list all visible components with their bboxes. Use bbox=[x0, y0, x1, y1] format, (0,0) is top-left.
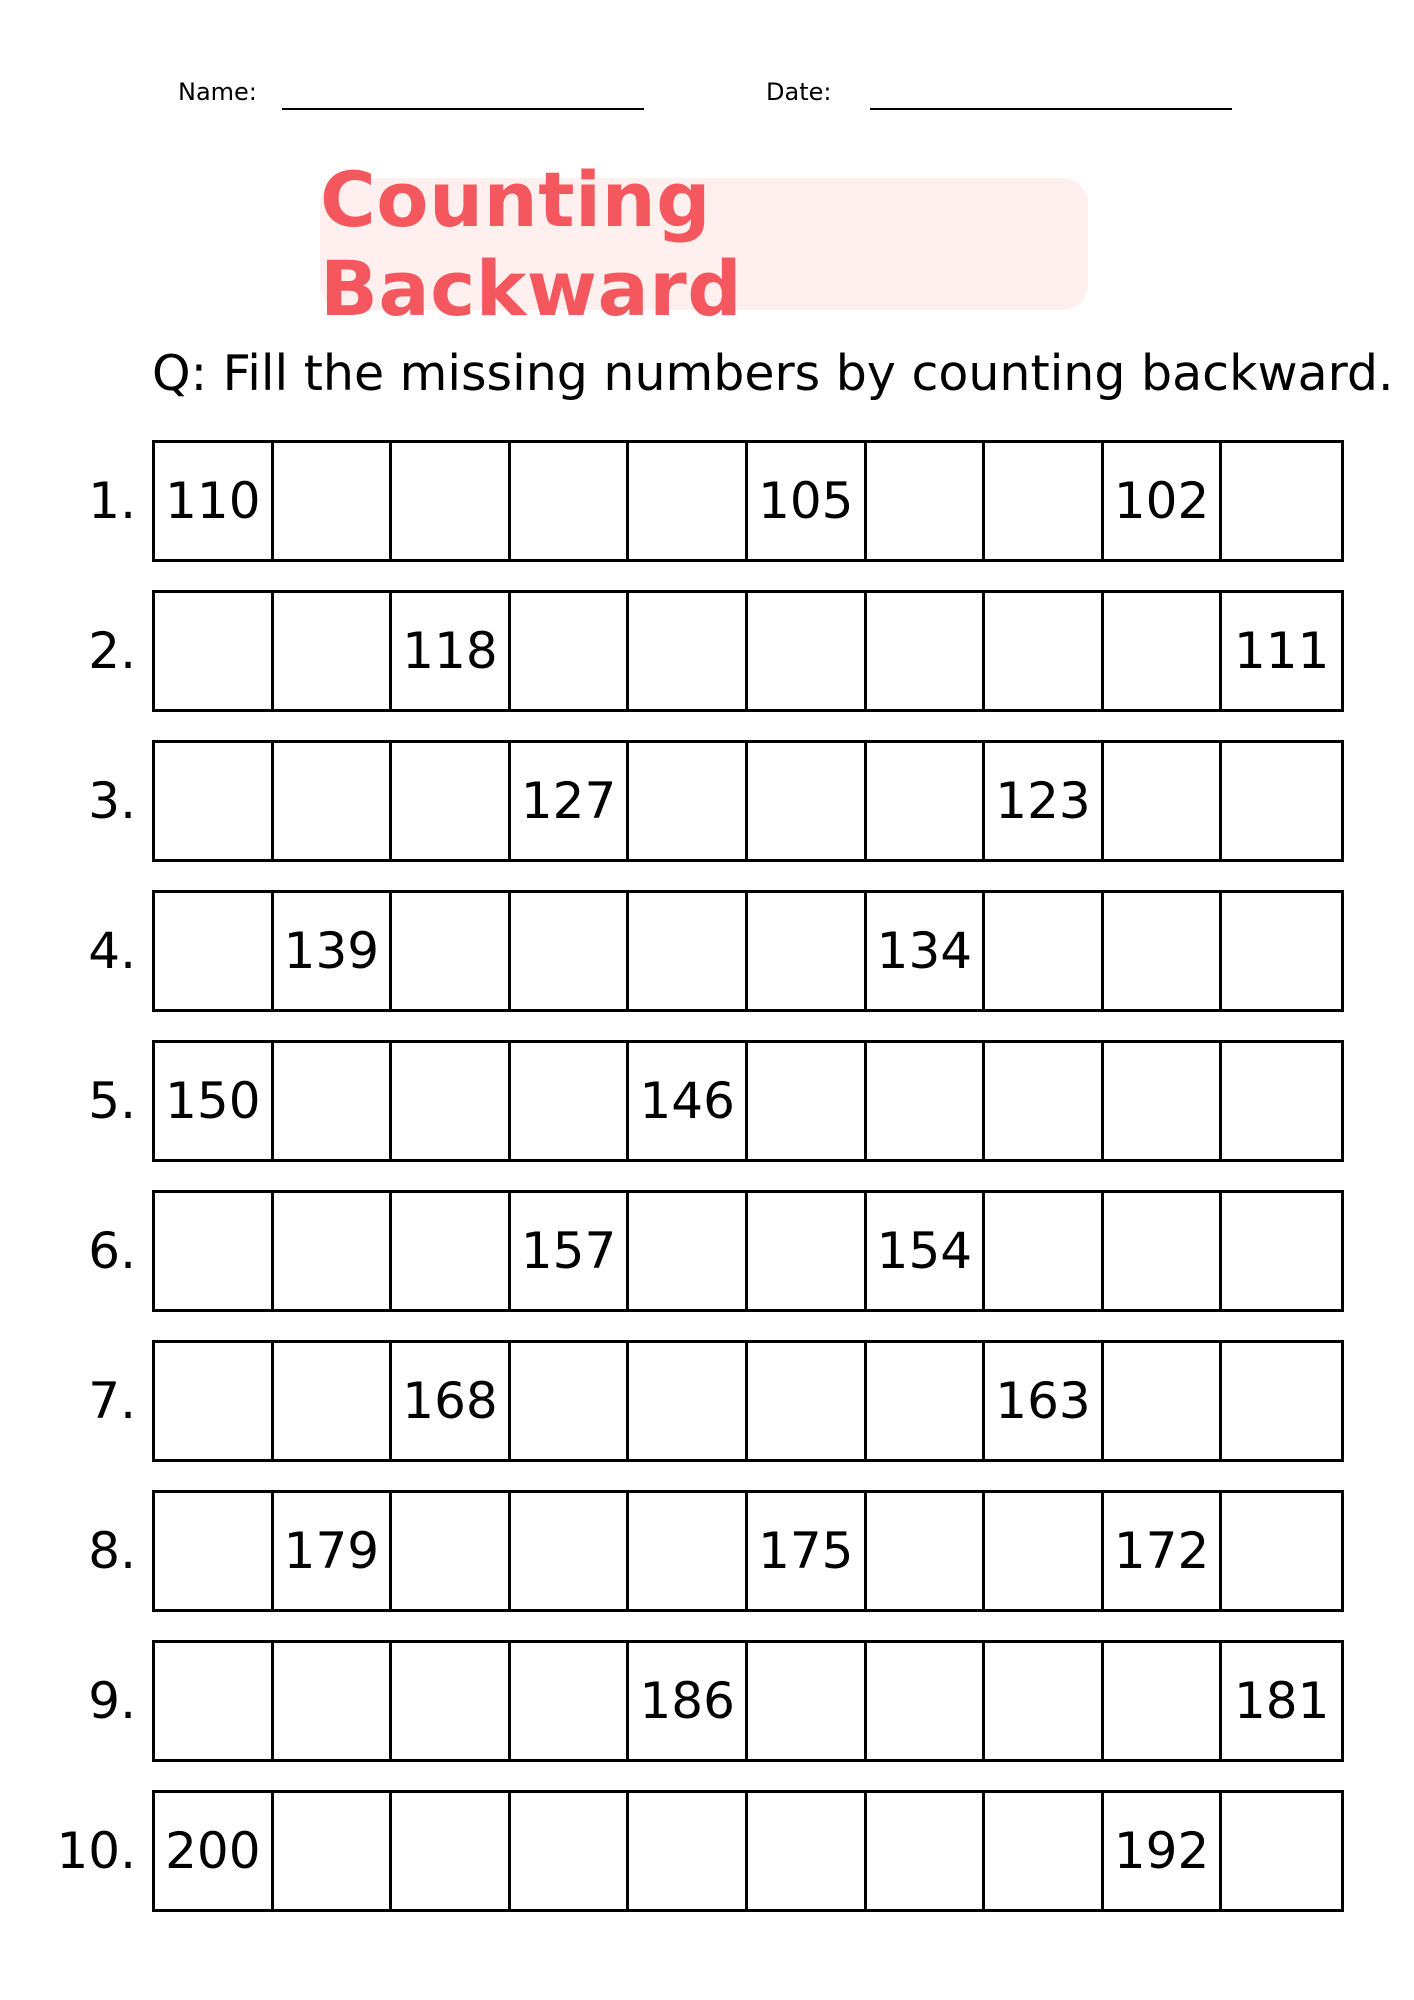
blank-cell[interactable] bbox=[867, 1043, 986, 1159]
given-number-cell: 123 bbox=[985, 743, 1104, 859]
blank-cell[interactable] bbox=[985, 593, 1104, 709]
given-number-cell: 150 bbox=[155, 1043, 274, 1159]
blank-cell[interactable] bbox=[155, 893, 274, 1009]
blank-cell[interactable] bbox=[511, 1793, 630, 1909]
blank-cell[interactable] bbox=[748, 743, 867, 859]
blank-cell[interactable] bbox=[392, 1043, 511, 1159]
given-number-cell: 110 bbox=[155, 443, 274, 559]
number-grid bbox=[152, 440, 1344, 562]
blank-cell[interactable] bbox=[985, 893, 1104, 1009]
blank-cell[interactable] bbox=[629, 593, 748, 709]
blank-cell[interactable] bbox=[748, 1643, 867, 1759]
blank-cell[interactable] bbox=[1104, 593, 1223, 709]
blank-cell[interactable] bbox=[155, 1343, 274, 1459]
given-number-cell: 157 bbox=[511, 1193, 630, 1309]
number-grid bbox=[152, 890, 1344, 1012]
blank-cell[interactable] bbox=[511, 1493, 630, 1609]
blank-cell[interactable] bbox=[1222, 1493, 1341, 1609]
blank-cell[interactable] bbox=[629, 443, 748, 559]
blank-cell[interactable] bbox=[511, 1343, 630, 1459]
blank-cell[interactable] bbox=[511, 1043, 630, 1159]
blank-cell[interactable] bbox=[1222, 1343, 1341, 1459]
blank-cell[interactable] bbox=[985, 1193, 1104, 1309]
given-number-cell: 134 bbox=[867, 893, 986, 1009]
row-number: 4. bbox=[88, 922, 136, 980]
blank-cell[interactable] bbox=[748, 1043, 867, 1159]
blank-cell[interactable] bbox=[1222, 1793, 1341, 1909]
given-number-cell: 154 bbox=[867, 1193, 986, 1309]
blank-cell[interactable] bbox=[392, 1493, 511, 1609]
blank-cell[interactable] bbox=[985, 1043, 1104, 1159]
given-number-cell: 105 bbox=[748, 443, 867, 559]
blank-cell[interactable] bbox=[629, 1193, 748, 1309]
blank-cell[interactable] bbox=[748, 593, 867, 709]
name-label: Name: bbox=[178, 78, 257, 106]
given-number-cell: 200 bbox=[155, 1793, 274, 1909]
exercise-row bbox=[0, 1640, 1414, 1762]
exercise-row bbox=[0, 1190, 1414, 1312]
number-grid bbox=[152, 1640, 1344, 1762]
blank-cell[interactable] bbox=[985, 1793, 1104, 1909]
blank-cell[interactable] bbox=[511, 443, 630, 559]
blank-cell[interactable] bbox=[392, 893, 511, 1009]
exercise-row bbox=[0, 1340, 1414, 1462]
blank-cell[interactable] bbox=[511, 893, 630, 1009]
given-number-cell: 118 bbox=[392, 593, 511, 709]
blank-cell[interactable] bbox=[1104, 743, 1223, 859]
blank-cell[interactable] bbox=[1222, 1193, 1341, 1309]
given-number-cell: 127 bbox=[511, 743, 630, 859]
given-number-cell: 181 bbox=[1233, 1672, 1330, 1730]
blank-cell[interactable] bbox=[274, 1043, 393, 1159]
blank-cell[interactable] bbox=[1222, 743, 1341, 859]
blank-cell[interactable] bbox=[392, 1793, 511, 1909]
row-number: 7. bbox=[88, 1372, 136, 1430]
blank-cell[interactable] bbox=[985, 443, 1104, 559]
blank-cell[interactable] bbox=[629, 893, 748, 1009]
exercise-row bbox=[0, 1790, 1414, 1912]
blank-cell[interactable] bbox=[748, 1793, 867, 1909]
blank-cell[interactable] bbox=[1222, 893, 1341, 1009]
number-grid bbox=[152, 1490, 1344, 1612]
blank-cell[interactable] bbox=[155, 1643, 274, 1759]
blank-cell[interactable] bbox=[155, 1493, 274, 1609]
blank-cell[interactable] bbox=[1104, 1343, 1223, 1459]
blank-cell[interactable] bbox=[155, 1193, 274, 1309]
blank-cell[interactable] bbox=[867, 1643, 986, 1759]
blank-cell[interactable] bbox=[748, 1193, 867, 1309]
blank-cell[interactable] bbox=[274, 593, 393, 709]
number-grid bbox=[152, 1190, 1344, 1312]
blank-cell[interactable] bbox=[392, 743, 511, 859]
exercise-row bbox=[0, 1490, 1414, 1612]
blank-cell[interactable] bbox=[511, 1643, 630, 1759]
given-number-cell: 179 bbox=[274, 1493, 393, 1609]
exercise-row bbox=[0, 1040, 1414, 1162]
given-number-cell: 168 bbox=[392, 1343, 511, 1459]
instruction-text: Q: Fill the missing numbers by counting backward. bbox=[152, 345, 1394, 402]
blank-cell[interactable] bbox=[155, 743, 274, 859]
blank-cell[interactable] bbox=[274, 1193, 393, 1309]
row-number: 3. bbox=[88, 772, 136, 830]
worksheet-title: Counting Backward bbox=[320, 155, 743, 333]
row-number: 10. bbox=[56, 1822, 136, 1880]
blank-cell[interactable] bbox=[392, 1643, 511, 1759]
number-grid bbox=[152, 1340, 1344, 1462]
given-number-cell: 175 bbox=[748, 1493, 867, 1609]
exercise-row bbox=[0, 590, 1414, 712]
number-grid bbox=[152, 1790, 1344, 1912]
blank-cell[interactable] bbox=[629, 1343, 748, 1459]
blank-cell[interactable] bbox=[985, 1493, 1104, 1609]
date-field[interactable] bbox=[870, 108, 1232, 110]
row-number: 1. bbox=[88, 472, 136, 530]
blank-cell[interactable] bbox=[629, 743, 748, 859]
row-number: 9. bbox=[88, 1672, 136, 1730]
blank-cell[interactable] bbox=[392, 1193, 511, 1309]
name-field[interactable] bbox=[282, 108, 644, 110]
number-grid bbox=[152, 740, 1344, 862]
given-number-cell: 139 bbox=[274, 893, 393, 1009]
number-grid bbox=[152, 590, 1344, 712]
row-number: 5. bbox=[88, 1072, 136, 1130]
exercise-row bbox=[0, 890, 1414, 1012]
title-banner bbox=[320, 155, 1088, 333]
blank-cell[interactable] bbox=[867, 1493, 986, 1609]
blank-cell[interactable] bbox=[1104, 893, 1223, 1009]
blank-cell[interactable] bbox=[867, 1793, 986, 1909]
blank-cell[interactable] bbox=[274, 743, 393, 859]
blank-cell[interactable] bbox=[867, 743, 986, 859]
blank-cell[interactable] bbox=[867, 1343, 986, 1459]
given-number-cell: 192 bbox=[1104, 1793, 1223, 1909]
given-number-cell: 186 bbox=[629, 1643, 748, 1759]
blank-cell[interactable] bbox=[274, 1343, 393, 1459]
given-number-cell: 163 bbox=[985, 1343, 1104, 1459]
blank-cell[interactable] bbox=[748, 1343, 867, 1459]
blank-cell[interactable] bbox=[1222, 443, 1341, 559]
exercise-row bbox=[0, 440, 1414, 562]
blank-cell[interactable] bbox=[1104, 1193, 1223, 1309]
blank-cell[interactable] bbox=[985, 1643, 1104, 1759]
blank-cell[interactable] bbox=[629, 1493, 748, 1609]
blank-cell[interactable] bbox=[748, 893, 867, 1009]
given-number-cell: 172 bbox=[1104, 1493, 1223, 1609]
blank-cell[interactable] bbox=[1222, 1043, 1341, 1159]
given-number-cell: 146 bbox=[629, 1043, 748, 1159]
blank-cell[interactable] bbox=[867, 443, 986, 559]
blank-cell[interactable] bbox=[155, 593, 274, 709]
given-number-cell: 111 bbox=[1233, 622, 1330, 680]
blank-cell[interactable] bbox=[1104, 1043, 1223, 1159]
blank-cell[interactable] bbox=[1104, 1643, 1223, 1759]
exercise-row bbox=[0, 740, 1414, 862]
blank-cell[interactable] bbox=[274, 1793, 393, 1909]
blank-cell[interactable] bbox=[274, 1643, 393, 1759]
row-number: 2. bbox=[88, 622, 136, 680]
blank-cell[interactable] bbox=[511, 593, 630, 709]
blank-cell[interactable] bbox=[867, 593, 986, 709]
given-number-cell: 102 bbox=[1104, 443, 1223, 559]
number-grid bbox=[152, 1040, 1344, 1162]
blank-cell[interactable] bbox=[274, 443, 393, 559]
row-number: 6. bbox=[88, 1222, 136, 1280]
blank-cell[interactable] bbox=[629, 1793, 748, 1909]
row-number: 8. bbox=[88, 1522, 136, 1580]
date-label: Date: bbox=[766, 78, 832, 106]
blank-cell[interactable] bbox=[392, 443, 511, 559]
